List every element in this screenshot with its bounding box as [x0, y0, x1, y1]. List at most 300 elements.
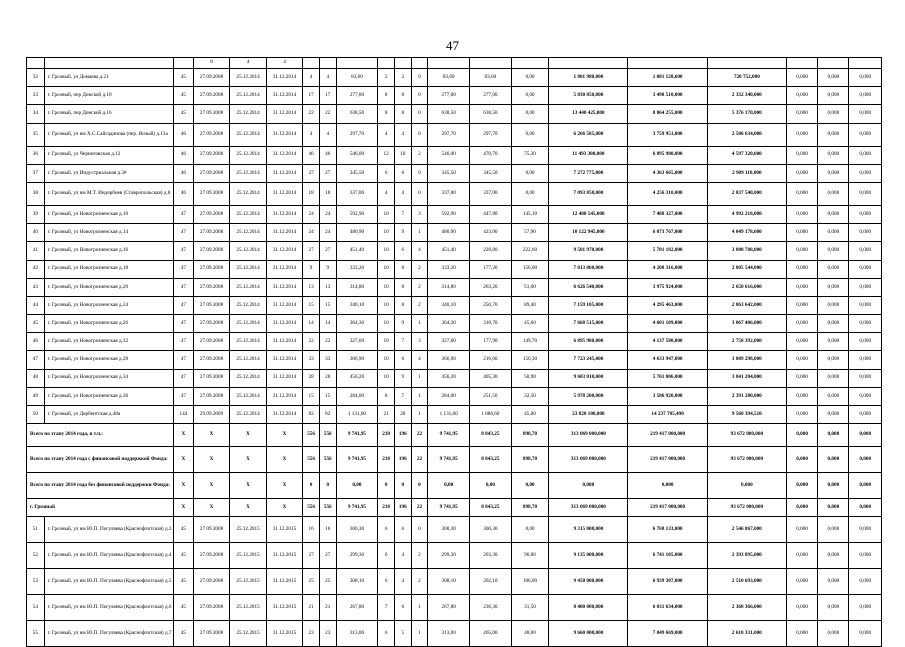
value-cell-c12: 1: [411, 595, 428, 621]
demolition-date-cell: 31.12.2014: [266, 387, 302, 405]
value-cell-c18: 5 376 170,000: [707, 105, 786, 123]
table-row: [27, 69, 882, 87]
x-cell: X: [230, 447, 266, 473]
value-cell-c11: 6: [394, 595, 411, 621]
value-cell-c11: 9: [394, 224, 411, 242]
document-number-cell: 45: [174, 569, 194, 595]
value-cell-c9: 480,90: [336, 224, 378, 242]
value-cell-c19: 0,000: [786, 369, 817, 387]
value-cell-c12: 0: [411, 105, 428, 123]
value-cell-c10: 8: [378, 387, 395, 405]
value-cell-c21: 0,000: [849, 164, 882, 182]
value-cell-c17: 6 741 105,000: [628, 543, 707, 569]
planned-date-cell: 25.12.2015: [230, 517, 266, 543]
value-cell-c14: 300,30: [470, 517, 512, 543]
value-cell-c21: 0,000: [849, 105, 882, 123]
x-cell: X: [193, 447, 229, 473]
value-cell-c17: 4 256 310,000: [628, 182, 707, 205]
planned-date-cell: 25.12.2014: [230, 333, 266, 351]
value-cell-c13: 456,20: [428, 369, 470, 387]
value-cell-c11: 8: [394, 296, 411, 314]
value-cell-c18: 2 837 540,000: [707, 182, 786, 205]
row-number-cell: 46: [27, 333, 45, 351]
total-value-cell-c19: 0,000: [786, 499, 817, 517]
total-value-cell-c13: 0,00: [428, 473, 470, 499]
value-cell-c7: 27: [303, 242, 320, 260]
total-value-cell-c16: 313 069 000,000: [549, 424, 628, 447]
value-cell-c15: 0,00: [511, 182, 549, 205]
value-cell-c16: 6 626 540,000: [549, 278, 628, 296]
table-row: [27, 621, 882, 647]
total-value-cell-c13: 9 741,95: [428, 447, 470, 473]
value-cell-c20: 0,000: [818, 87, 849, 105]
value-cell-c18: 2 506 634,000: [707, 123, 786, 146]
value-cell-c16: 7 723 245,000: [549, 351, 628, 369]
value-cell-c20: 0,000: [818, 569, 849, 595]
value-cell-c8: 15: [319, 296, 336, 314]
recognition-date-cell: 27.09.2008: [193, 315, 229, 333]
value-cell-c10: 6: [378, 517, 395, 543]
address-cell: г. Грозный, ул Новогрозненская д.28: [44, 351, 173, 369]
row-number-cell: 33: [27, 87, 45, 105]
value-cell-c10: 4: [378, 123, 395, 146]
planned-date-cell: 25.12.2014: [230, 242, 266, 260]
demolition-date-cell: 31.12.2014: [266, 105, 302, 123]
value-cell-c12: 2: [411, 146, 428, 164]
value-cell-c18: 2 863 642,000: [707, 296, 786, 314]
row-number-cell: 35: [27, 123, 45, 146]
table-row: [27, 242, 882, 260]
value-cell-c17: 6 895 980,000: [628, 146, 707, 164]
document-number-cell: 45: [174, 87, 194, 105]
value-cell-c15: 45,00: [511, 406, 549, 424]
value-cell-c21: 0,000: [849, 123, 882, 146]
value-cell-c8: 25: [319, 569, 336, 595]
value-cell-c19: 0,000: [786, 69, 817, 87]
value-cell-c14: 250,70: [470, 296, 512, 314]
value-cell-c9: 267,80: [336, 595, 378, 621]
value-cell-c18: 4 049 178,000: [707, 224, 786, 242]
value-cell-c21: 0,000: [849, 87, 882, 105]
totals-label-cell: г. Грозный: [27, 499, 174, 517]
value-cell-c7: 25: [303, 569, 320, 595]
document-number-cell: 47: [174, 278, 194, 296]
address-cell: г. Грозный, ул Индустриальная д.3#: [44, 164, 173, 182]
planned-date-cell: 25.12.2015: [230, 595, 266, 621]
value-cell-c21: 0,000: [849, 69, 882, 87]
table-row: [27, 296, 882, 314]
total-value-cell-c14: 8 843,25: [470, 424, 512, 447]
row-number-cell: 44: [27, 296, 45, 314]
recognition-date-cell: 27.09.2008: [193, 278, 229, 296]
value-cell-c7: 9: [303, 260, 320, 278]
totals-row: [27, 473, 882, 499]
value-cell-c12: 1: [411, 315, 428, 333]
value-cell-c21: 0,000: [849, 351, 882, 369]
value-cell-c20: 0,000: [818, 69, 849, 87]
resettlement-register-table: [26, 57, 882, 647]
value-cell-c14: 470,70: [470, 146, 512, 164]
value-cell-c8: 18: [319, 182, 336, 205]
demolition-date-cell: 31.12.2014: [266, 146, 302, 164]
value-cell-c13: 327,60: [428, 333, 470, 351]
value-cell-c14: 297,70: [470, 123, 512, 146]
total-value-cell-c17: 219 417 000,000: [628, 424, 707, 447]
value-cell-c11: 5: [394, 621, 411, 647]
total-value-cell-c20: 0,000: [818, 473, 849, 499]
planned-date-cell: 25.12.2014: [230, 278, 266, 296]
value-cell-c17: 14 237 785,490: [628, 406, 707, 424]
value-cell-c7: 16: [303, 517, 320, 543]
x-cell: X: [266, 499, 302, 517]
row-number-cell: 43: [27, 278, 45, 296]
total-value-cell-c15: 898,70: [511, 499, 549, 517]
value-cell-c10: 6: [378, 569, 395, 595]
value-cell-c16: 9 135 000,000: [549, 543, 628, 569]
address-cell: г. Грозный, ул Новогрозненская д.32: [44, 333, 173, 351]
value-cell-c19: 0,000: [786, 296, 817, 314]
total-value-cell-c15: 0,00: [511, 473, 549, 499]
value-cell-c16: 9 315 000,000: [549, 517, 628, 543]
value-cell-c19: 0,000: [786, 406, 817, 424]
value-cell-c7: 4: [303, 123, 320, 146]
value-cell-c16: 5 830 850,000: [549, 87, 628, 105]
value-cell-c13: 546,00: [428, 146, 470, 164]
value-cell-c12: 1: [411, 224, 428, 242]
value-cell-c7: 4: [303, 69, 320, 87]
total-value-cell-c8: 0: [319, 473, 336, 499]
value-cell-c15: 0,00: [511, 123, 549, 146]
document-number-cell: 47: [174, 351, 194, 369]
recognition-date-cell: 27.09.2008: [193, 87, 229, 105]
planned-date-cell: 25.12.2014: [230, 296, 266, 314]
demolition-date-cell: 31.12.2015: [266, 543, 302, 569]
value-cell-c10: 10: [378, 369, 395, 387]
value-cell-c21: 0,000: [849, 146, 882, 164]
table-row: [27, 387, 882, 405]
value-cell-c21: 0,000: [849, 278, 882, 296]
value-cell-c12: 2: [411, 260, 428, 278]
value-cell-c9: 337,00: [336, 182, 378, 205]
value-cell-c21: 0,000: [849, 569, 882, 595]
total-value-cell-c14: 8 843,25: [470, 499, 512, 517]
x-cell: X: [174, 473, 194, 499]
value-cell-c10: 10: [378, 224, 395, 242]
value-cell-c13: 308,10: [428, 569, 470, 595]
value-cell-c12: 1: [411, 406, 428, 424]
total-value-cell-c7: 0: [303, 473, 320, 499]
address-cell: г. Грозный, ул Дербентская д.48а: [44, 406, 173, 424]
address-cell: г. Грозный, ул Новогрозненская д.34: [44, 369, 173, 387]
value-cell-c17: 4 137 588,000: [628, 333, 707, 351]
value-cell-c13: 1 131,60: [428, 406, 470, 424]
demolition-date-cell: 31.12.2014: [266, 351, 302, 369]
recognition-date-cell: 27.09.2008: [193, 543, 229, 569]
document-number-cell: 47: [174, 296, 194, 314]
total-value-cell-c11: 196: [394, 499, 411, 517]
row-number-cell: 36: [27, 146, 45, 164]
total-value-cell-c12: 22: [411, 499, 428, 517]
value-cell-c11: 10: [394, 146, 411, 164]
value-cell-c13: 83,60: [428, 69, 470, 87]
recognition-date-cell: 27.09.2008: [193, 595, 229, 621]
address-cell: г. Грозный, ул им Ю.П. Погуляева (Краснофлотская) д.5: [44, 569, 173, 595]
value-cell-c13: 297,70: [428, 123, 470, 146]
document-number-cell: 46: [174, 146, 194, 164]
value-cell-c9: 592,90: [336, 205, 378, 223]
planned-date-cell: 25.12.2014: [230, 205, 266, 223]
value-cell-c19: 0,000: [786, 87, 817, 105]
value-cell-c14: 345,50: [470, 164, 512, 182]
value-cell-c7: 46: [303, 146, 320, 164]
table-row: [27, 164, 882, 182]
totals-label-cell: Всего по этапу 2014 года с финансовой поддержкой Фонда:: [27, 447, 174, 473]
value-cell-c21: 0,000: [849, 595, 882, 621]
value-cell-c14: 202,10: [470, 569, 512, 595]
value-cell-c20: 0,000: [818, 164, 849, 182]
value-cell-c9: 333,20: [336, 260, 378, 278]
value-cell-c8: 33: [319, 351, 336, 369]
value-cell-c18: 3 841 204,000: [707, 369, 786, 387]
x-cell: X: [193, 473, 229, 499]
value-cell-c14: 177,20: [470, 260, 512, 278]
address-cell: г. Грозный, ул им Ю.П. Погуляева (Краснофлотская) д.3: [44, 517, 173, 543]
address-cell: г. Грозный, ул им М.Т. Индербиев (Ставропольская) д.8: [44, 182, 173, 205]
value-cell-c16: 7 013 860,000: [549, 260, 628, 278]
value-cell-c8: 15: [319, 387, 336, 405]
value-cell-c18: 2 610 331,000: [707, 621, 786, 647]
value-cell-c10: 8: [378, 87, 395, 105]
total-value-cell-c9: 9 741,95: [336, 447, 378, 473]
value-cell-c8: 9: [319, 260, 336, 278]
value-cell-c8: 27: [319, 164, 336, 182]
value-cell-c7: 13: [303, 278, 320, 296]
value-cell-c9: 297,70: [336, 123, 378, 146]
value-cell-c14: 236,30: [470, 595, 512, 621]
value-cell-c15: 51,60: [511, 278, 549, 296]
x-cell: X: [193, 424, 229, 447]
total-value-cell-c8: 556: [319, 499, 336, 517]
value-cell-c9: 451,40: [336, 242, 378, 260]
value-cell-c11: 9: [394, 315, 411, 333]
value-cell-c14: 447,80: [470, 205, 512, 223]
value-cell-c11: 9: [394, 369, 411, 387]
planned-date-cell: 25.12.2014: [230, 224, 266, 242]
value-cell-c16: 1 801 980,000: [549, 69, 628, 87]
value-cell-c17: 3 759 951,000: [628, 123, 707, 146]
document-number-cell: 47: [174, 260, 194, 278]
value-cell-c7: 27: [303, 543, 320, 569]
total-value-cell-c15: 898,70: [511, 424, 549, 447]
value-cell-c7: 22: [303, 105, 320, 123]
value-cell-c14: 83,60: [470, 69, 512, 87]
value-cell-c15: 149,70: [511, 333, 549, 351]
value-cell-c12: 2: [411, 569, 428, 595]
value-cell-c18: 2 909 110,000: [707, 164, 786, 182]
value-cell-c18: 4 992 218,000: [707, 205, 786, 223]
value-cell-c17: 7 049 669,000: [628, 621, 707, 647]
value-cell-c20: 0,000: [818, 369, 849, 387]
total-value-cell-c16: 0,000: [549, 473, 628, 499]
value-cell-c7: 28: [303, 369, 320, 387]
table-row: [27, 278, 882, 296]
value-cell-c12: 4: [411, 351, 428, 369]
value-cell-c11: 4: [394, 543, 411, 569]
value-cell-c17: 7 488 327,000: [628, 205, 707, 223]
value-cell-c15: 48,00: [511, 621, 549, 647]
total-value-cell-c21: 0,000: [849, 473, 882, 499]
total-value-cell-c11: 196: [394, 424, 411, 447]
value-cell-c18: 2 391 280,000: [707, 387, 786, 405]
address-cell: г. Грозный, ул Новогрозненская д.36: [44, 387, 173, 405]
value-cell-c16: 6 266 585,000: [549, 123, 628, 146]
value-cell-c16: 9 450 000,000: [549, 569, 628, 595]
value-cell-c17: 1 081 128,600: [628, 69, 707, 87]
value-cell-c12: 1: [411, 387, 428, 405]
value-cell-c13: 592,90: [428, 205, 470, 223]
document-number-cell: 46: [174, 164, 194, 182]
value-cell-c8: 4: [319, 69, 336, 87]
value-cell-c10: 10: [378, 260, 395, 278]
value-cell-c17: 5 761 806,000: [628, 369, 707, 387]
demolition-date-cell: 31.12.2014: [266, 87, 302, 105]
value-cell-c16: 10 122 945,000: [549, 224, 628, 242]
value-cell-c17: 5 701 182,000: [628, 242, 707, 260]
value-cell-c19: 0,000: [786, 351, 817, 369]
value-cell-c16: 13 440 425,000: [549, 105, 628, 123]
x-cell: X: [174, 499, 194, 517]
value-cell-c9: 83,60: [336, 69, 378, 87]
document-number-cell: 45: [174, 595, 194, 621]
value-cell-c18: 4 597 320,000: [707, 146, 786, 164]
value-cell-c10: 10: [378, 315, 395, 333]
value-cell-c14: 277,00: [470, 87, 512, 105]
address-cell: г. Грозный, ул им Ю.П. Погуляева (Краснофлотская) д.4: [44, 543, 173, 569]
address-cell: г. Грозный, ул Новогрозненская д.26: [44, 315, 173, 333]
planned-date-cell: 25.12.2014: [230, 69, 266, 87]
recognition-date-cell: 27.09.2008: [193, 387, 229, 405]
value-cell-c16: 8 400 000,000: [549, 595, 628, 621]
value-cell-c19: 0,000: [786, 164, 817, 182]
value-cell-c7: 33: [303, 351, 320, 369]
total-value-cell-c13: 9 741,95: [428, 499, 470, 517]
value-cell-c20: 0,000: [818, 333, 849, 351]
x-cell: X: [230, 424, 266, 447]
row-number-cell: 45: [27, 315, 45, 333]
value-cell-c15: 32,50: [511, 387, 549, 405]
value-cell-c18: 2 332 340,000: [707, 87, 786, 105]
value-cell-c18: 2 650 616,000: [707, 278, 786, 296]
total-value-cell-c9: 0,00: [336, 473, 378, 499]
total-value-cell-c20: 0,000: [818, 424, 849, 447]
recognition-date-cell: 27.09.2008: [193, 224, 229, 242]
value-cell-c16: 9 603 010,000: [549, 369, 628, 387]
value-cell-c10: 6: [378, 543, 395, 569]
value-cell-c8: 22: [319, 105, 336, 123]
row-number-cell: 37: [27, 164, 45, 182]
value-cell-c10: 6: [378, 164, 395, 182]
recognition-date-cell: 27.09.2008: [193, 164, 229, 182]
value-cell-c12: 2: [411, 543, 428, 569]
value-cell-c13: 284,00: [428, 387, 470, 405]
value-cell-c8: 82: [319, 406, 336, 424]
value-cell-c19: 0,000: [786, 387, 817, 405]
value-cell-c12: 0: [411, 182, 428, 205]
row-number-cell: 40: [27, 224, 45, 242]
recognition-date-cell: 27.09.2008: [193, 369, 229, 387]
value-cell-c20: 0,000: [818, 123, 849, 146]
value-cell-c17: 4 363 665,000: [628, 164, 707, 182]
demolition-date-cell: 31.12.2014: [266, 123, 302, 146]
value-cell-c11: 6: [394, 517, 411, 543]
value-cell-c8: 4: [319, 123, 336, 146]
table-row: [27, 260, 882, 278]
total-value-cell-c11: 0: [394, 473, 411, 499]
value-cell-c13: 337,00: [428, 182, 470, 205]
document-number-cell: 47: [174, 315, 194, 333]
value-cell-c17: 6 768 133,000: [628, 517, 707, 543]
value-cell-c11: 4: [394, 569, 411, 595]
table-row: [27, 146, 882, 164]
total-value-cell-c21: 0,000: [849, 499, 882, 517]
value-cell-c14: 228,80: [470, 242, 512, 260]
value-cell-c9: 340,10: [336, 296, 378, 314]
total-value-cell-c13: 9 741,95: [428, 424, 470, 447]
value-cell-c18: 2 805 544,000: [707, 260, 786, 278]
demolition-date-cell: 31.12.2015: [266, 517, 302, 543]
value-cell-c20: 0,000: [818, 406, 849, 424]
value-cell-c11: 6: [394, 351, 411, 369]
value-cell-c18: 3 800 788,000: [707, 242, 786, 260]
value-cell-c21: 0,000: [849, 369, 882, 387]
value-cell-c18: 720 752,000: [707, 69, 786, 87]
table-row: [27, 595, 882, 621]
value-cell-c19: 0,000: [786, 224, 817, 242]
row-number-cell: 34: [27, 105, 45, 123]
table-row: [27, 105, 882, 123]
value-cell-c14: 638,50: [470, 105, 512, 123]
total-value-cell-c19: 0,000: [786, 424, 817, 447]
value-cell-c10: 21: [378, 406, 395, 424]
demolition-date-cell: 31.12.2014: [266, 182, 302, 205]
value-cell-c18: 2 393 895,000: [707, 543, 786, 569]
address-cell: г. Грозный, пер Донской д.16: [44, 105, 173, 123]
value-cell-c14: 337,00: [470, 182, 512, 205]
totals-row: [27, 499, 882, 517]
planned-date-cell: 25.12.2014: [230, 87, 266, 105]
value-cell-c12: 2: [411, 296, 428, 314]
value-cell-c10: 7: [378, 595, 395, 621]
totals-row: [27, 447, 882, 473]
value-cell-c11: 8: [394, 278, 411, 296]
value-cell-c17: 8 064 255,000: [628, 105, 707, 123]
total-value-cell-c21: 0,000: [849, 447, 882, 473]
value-cell-c9: 308,10: [336, 569, 378, 595]
value-cell-c8: 16: [319, 517, 336, 543]
address-cell: г. Грозный, пер Донской д.10: [44, 87, 173, 105]
value-cell-c11: 7: [394, 387, 411, 405]
value-cell-c20: 0,000: [818, 517, 849, 543]
value-cell-c7: 15: [303, 296, 320, 314]
planned-date-cell: 25.12.2014: [230, 387, 266, 405]
value-cell-c20: 0,000: [818, 621, 849, 647]
row-number-cell: 42: [27, 260, 45, 278]
value-cell-c19: 0,000: [786, 333, 817, 351]
value-cell-c10: 10: [378, 333, 395, 351]
value-cell-c19: 0,000: [786, 123, 817, 146]
x-cell: X: [230, 473, 266, 499]
document-number-cell: 47: [174, 369, 194, 387]
